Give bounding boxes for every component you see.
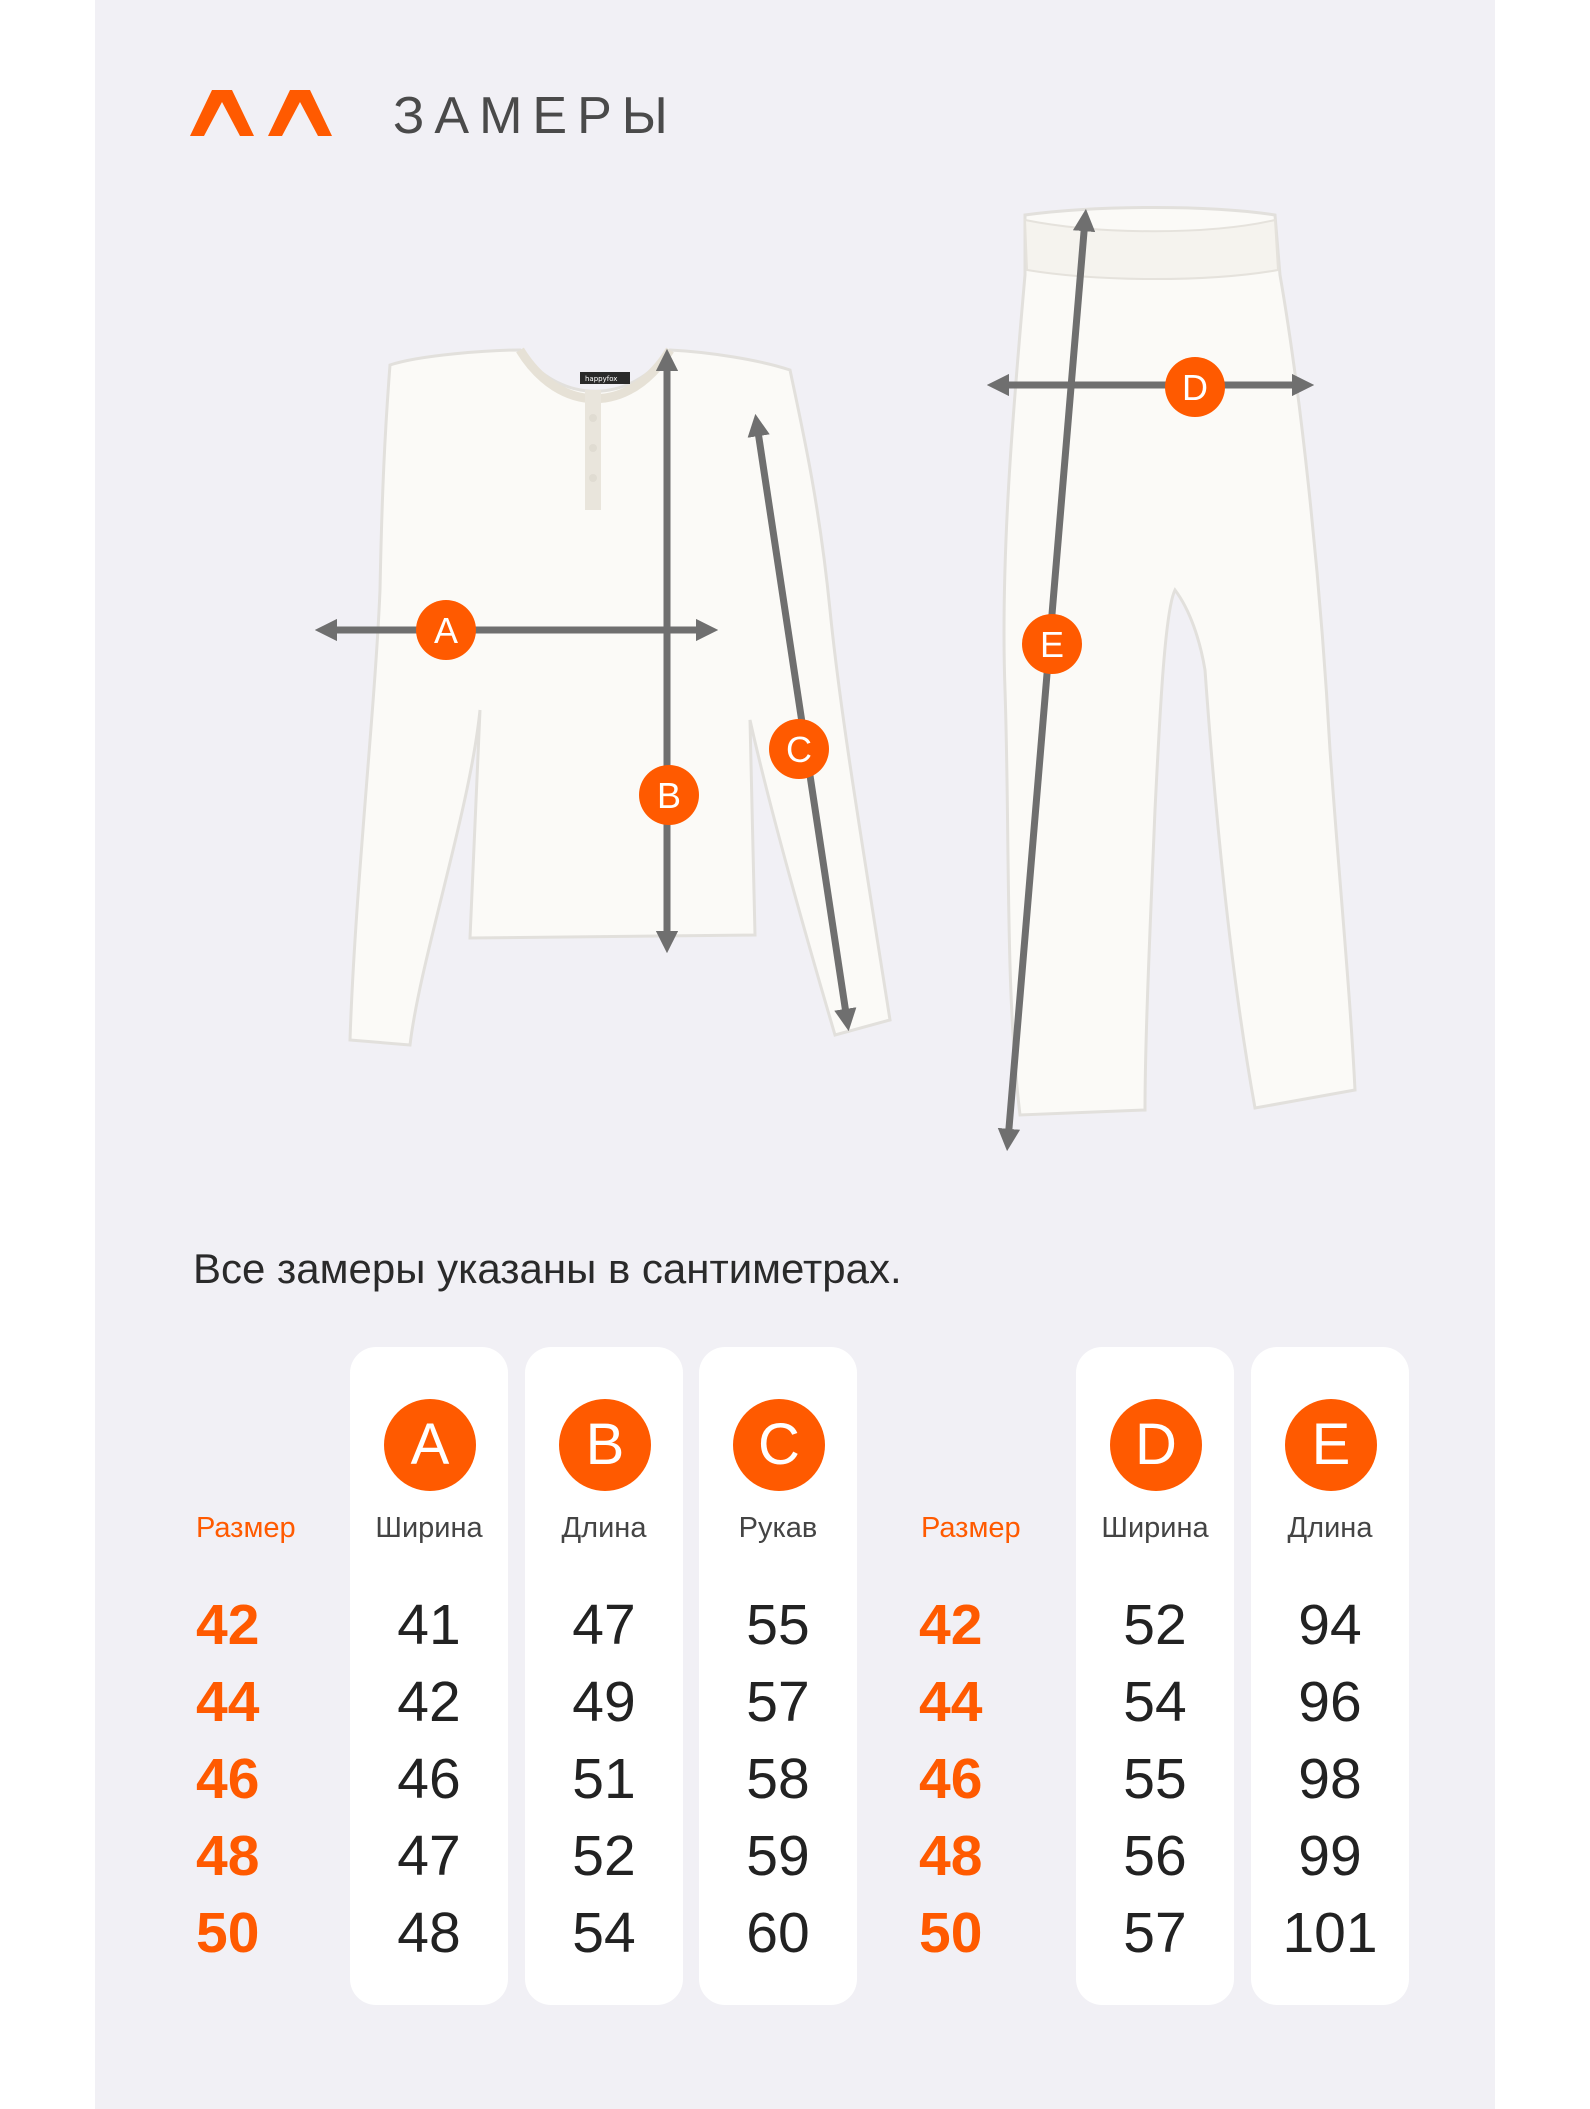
top-size-list xyxy=(196,1587,316,1972)
measurement-value: 60 xyxy=(746,1901,810,1965)
column-c-badge: C xyxy=(733,1399,825,1491)
size-value: 46 xyxy=(196,1747,260,1811)
column-d-header: Ширина xyxy=(1101,1512,1209,1544)
label-b-badge xyxy=(639,765,699,825)
column-d-card xyxy=(1076,1347,1234,2005)
measurement-value: 55 xyxy=(746,1593,810,1657)
measurement-value: 99 xyxy=(1298,1824,1362,1888)
measurement-value: 54 xyxy=(572,1901,636,1965)
measurement-value: 96 xyxy=(1298,1670,1362,1734)
label-e-badge xyxy=(1022,614,1082,674)
size-value: 48 xyxy=(196,1824,260,1888)
size-value: 50 xyxy=(196,1901,260,1965)
size-value: 44 xyxy=(196,1670,260,1734)
measurement-value: 52 xyxy=(572,1824,636,1888)
measurement-value: 57 xyxy=(746,1670,810,1734)
measurement-value: 94 xyxy=(1298,1593,1362,1657)
size-value: 46 xyxy=(919,1747,983,1811)
label-d-badge xyxy=(1165,357,1225,417)
size-value: 42 xyxy=(919,1593,983,1657)
bottom-size-list xyxy=(919,1587,1039,1972)
measurement-value: 41 xyxy=(397,1593,461,1657)
size-value: 44 xyxy=(919,1670,983,1734)
column-b-header: Длина xyxy=(561,1512,647,1544)
column-b-badge: B xyxy=(559,1399,651,1491)
measurement-value: 56 xyxy=(1123,1824,1187,1888)
measurement-value: 49 xyxy=(572,1670,636,1734)
measurement-value: 46 xyxy=(397,1747,461,1811)
column-a-header: Ширина xyxy=(375,1512,483,1544)
measurement-value: 98 xyxy=(1298,1747,1362,1811)
svg-text:D: D xyxy=(1182,367,1208,408)
column-e-header: Длина xyxy=(1287,1512,1373,1544)
svg-text:C: C xyxy=(786,729,812,770)
pajama-top-shape xyxy=(350,350,890,1045)
column-a-badge: A xyxy=(384,1399,476,1491)
svg-text:B: B xyxy=(656,775,682,816)
size-value: 50 xyxy=(919,1901,983,1965)
size-value: 42 xyxy=(196,1593,260,1657)
column-a-card xyxy=(350,1347,508,2005)
measurement-value: 42 xyxy=(397,1670,461,1734)
bottom-size-header: Размер xyxy=(921,1512,1021,1544)
column-d-badge: D xyxy=(1110,1399,1202,1491)
label-a-badge xyxy=(416,600,476,660)
top-size-header: Размер xyxy=(196,1512,296,1544)
measurement-value: 48 xyxy=(397,1901,461,1965)
column-c-card xyxy=(699,1347,857,2005)
column-c-header: Рукав xyxy=(738,1512,818,1544)
label-c-badge xyxy=(769,719,829,779)
measurement-value: 58 xyxy=(746,1747,810,1811)
garment-tag-text: happyfox xyxy=(585,375,618,383)
measurement-value: 47 xyxy=(397,1824,461,1888)
measurement-value: 47 xyxy=(572,1593,636,1657)
measurement-value: 54 xyxy=(1123,1670,1187,1734)
svg-text:A: A xyxy=(433,610,459,651)
measurement-value: 59 xyxy=(746,1824,810,1888)
measurement-value: 101 xyxy=(1282,1901,1378,1965)
measurement-value: 51 xyxy=(572,1747,636,1811)
units-note: Все замеры указаны в сантиметрах. xyxy=(193,1245,902,1292)
measurement-value: 52 xyxy=(1123,1593,1187,1657)
brand-logo xyxy=(190,90,332,136)
column-e-badge: E xyxy=(1285,1399,1377,1491)
measurement-value: 55 xyxy=(1123,1747,1187,1811)
column-e-card xyxy=(1251,1347,1409,2005)
size-value: 48 xyxy=(919,1824,983,1888)
measurement-value: 57 xyxy=(1123,1901,1187,1965)
page-title: ЗАМЕРЫ xyxy=(393,87,678,145)
column-b-card xyxy=(525,1347,683,2005)
garment-measurement-diagram xyxy=(170,190,1420,1180)
svg-text:E: E xyxy=(1039,624,1065,665)
